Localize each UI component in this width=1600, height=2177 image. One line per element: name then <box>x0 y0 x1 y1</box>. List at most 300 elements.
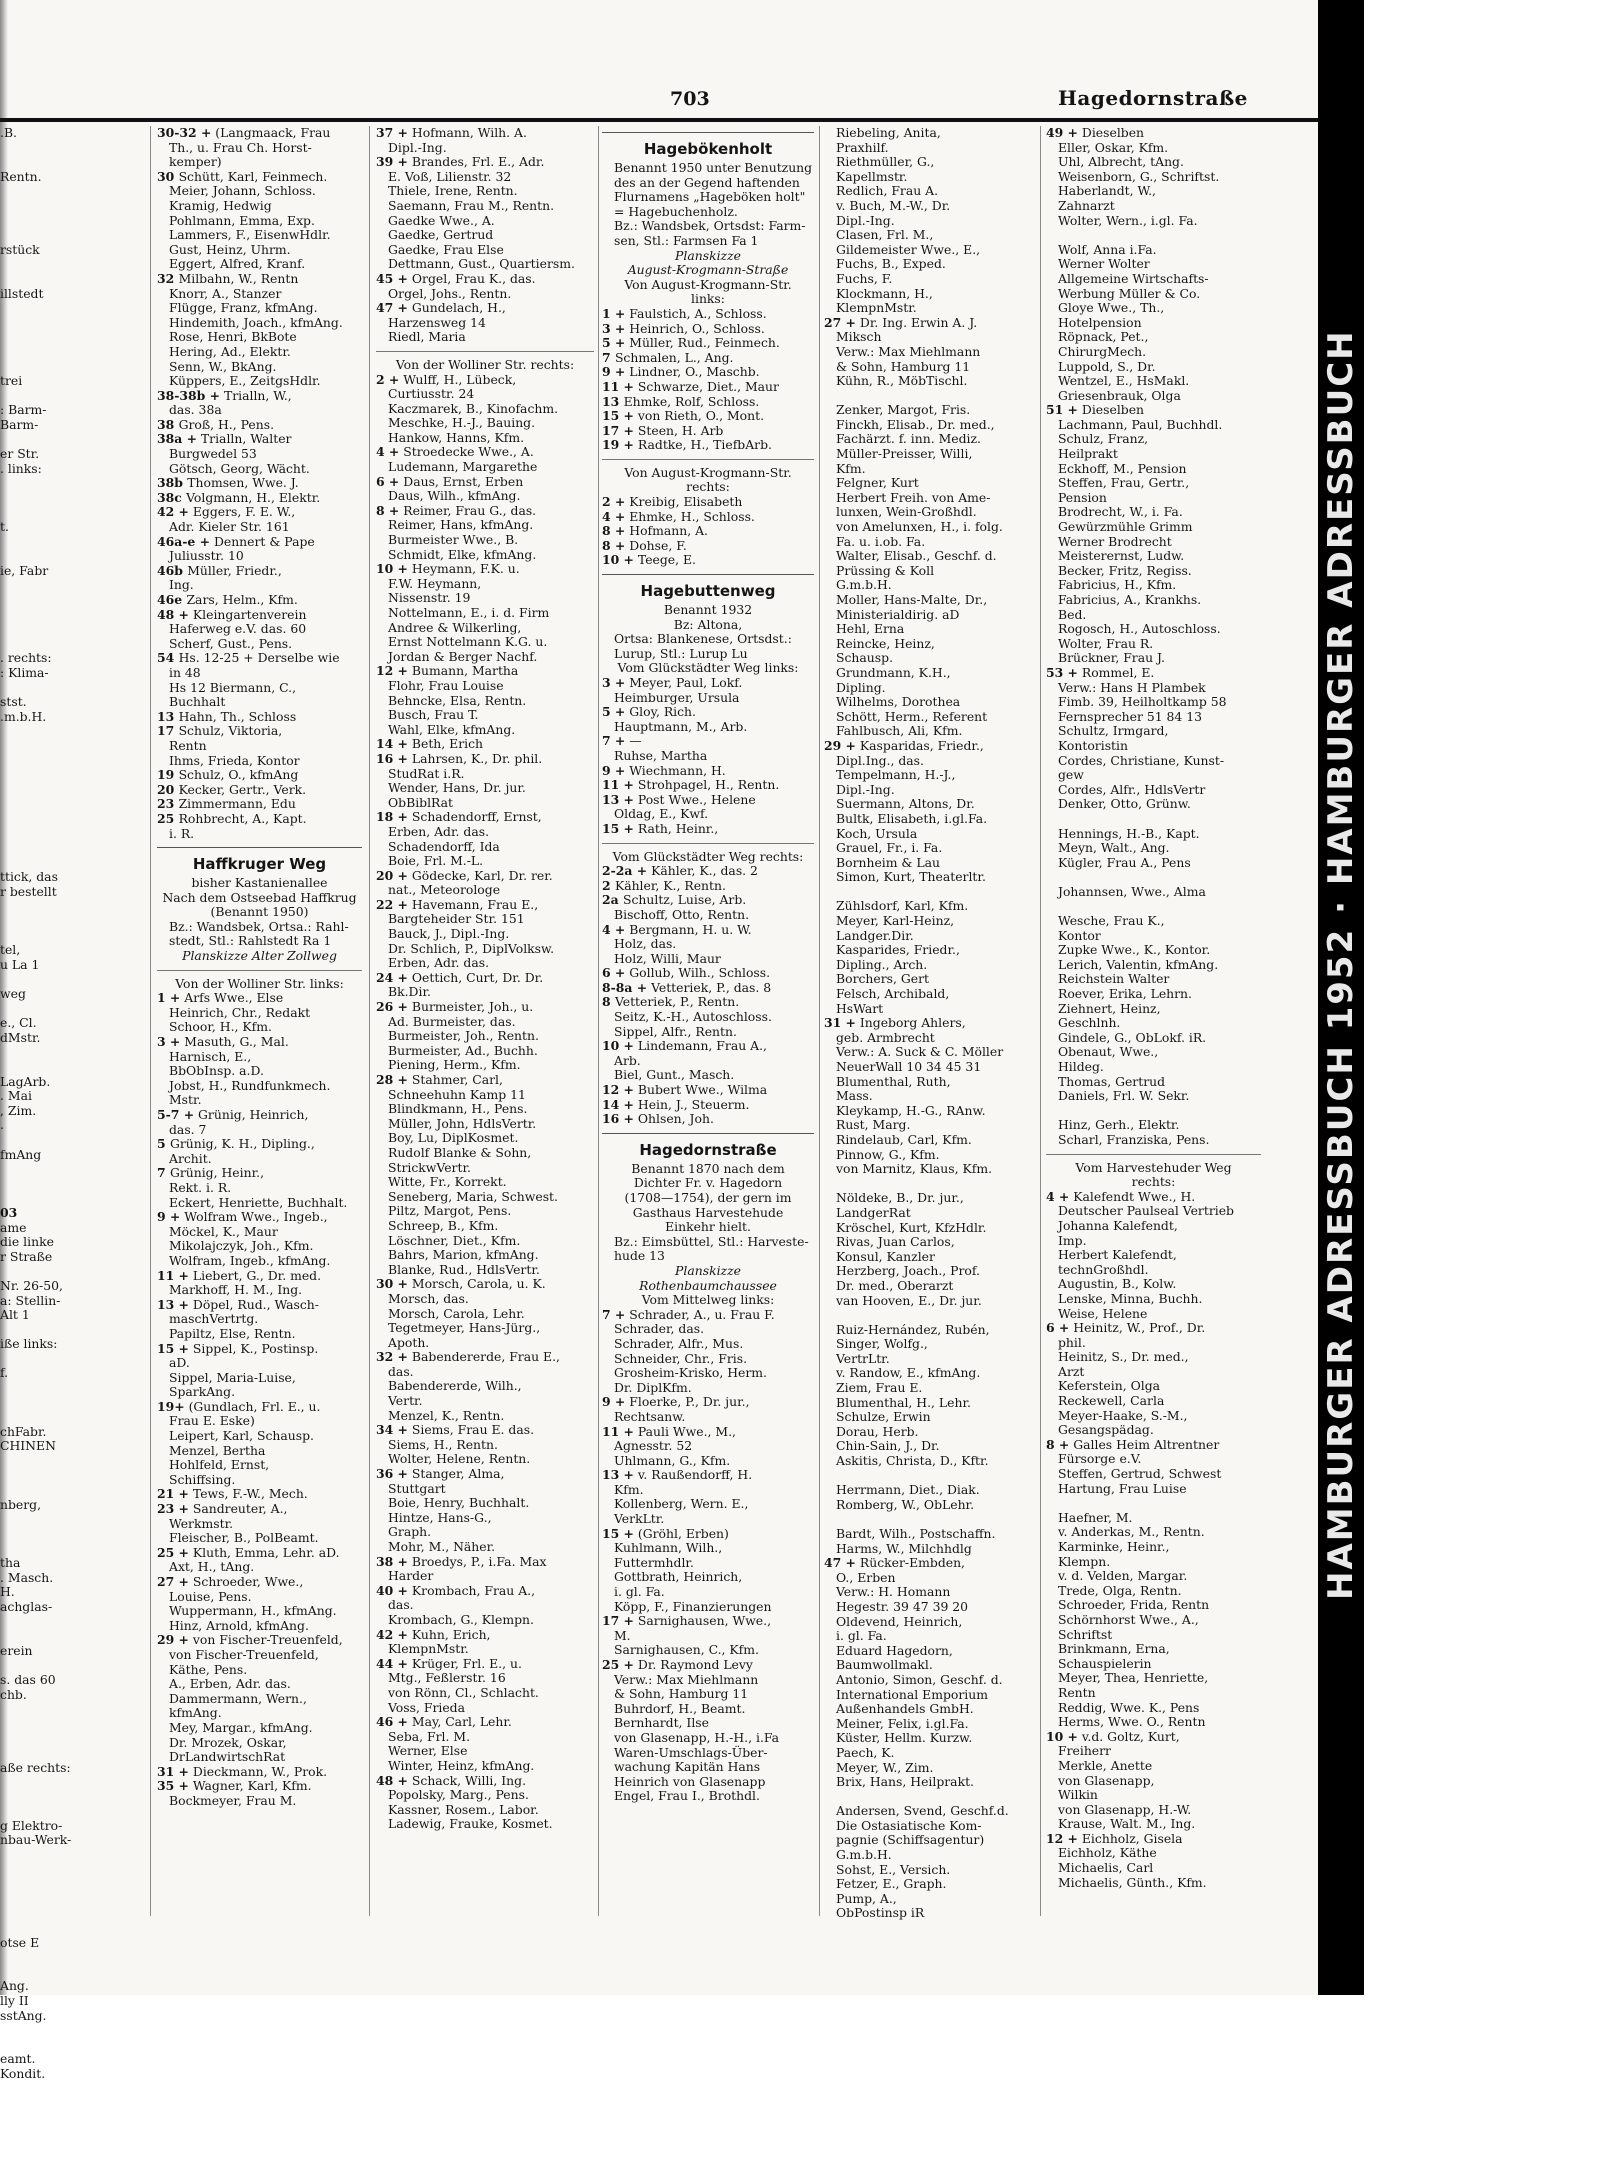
directory-entry: Felgner, Kurt <box>836 475 919 491</box>
house-number: 38b <box>157 475 188 491</box>
directory-entry: Blumenthal, Ruth, <box>836 1073 951 1089</box>
house-number: 35 + <box>157 1778 189 1794</box>
street-heading: Hagebuttenweg <box>602 574 814 601</box>
directory-entry: Herms, Wwe. O., Rentn <box>1058 1714 1206 1730</box>
directory-entry: Ernst Nottelmann K.G. u. <box>388 634 548 650</box>
directory-entry: Herrmann, Diet., Diak. <box>836 1482 980 1498</box>
directory-entry: StrickwVertr. <box>388 1159 471 1175</box>
section-note: Vom Mittelweg links: <box>641 1292 775 1308</box>
directory-entry: = Hagebuchenholz. <box>614 203 738 219</box>
section-note: Benannt 1870 nach dem <box>631 1160 785 1176</box>
directory-entry: G.m.b.H. <box>836 577 892 593</box>
house-number: 7 <box>157 1165 170 1181</box>
directory-entry: Zahnarzt <box>1058 197 1115 213</box>
directory-entry: Meyer-Haake, S.-M., <box>1058 1407 1188 1423</box>
directory-entry: Nöldeke, B., Dr. jur., <box>836 1190 964 1206</box>
directory-entry <box>0 199 148 214</box>
section-note: links: <box>691 291 725 307</box>
directory-entry: Burmeister Wwe., B. <box>388 532 519 548</box>
directory-entry: Hartung, Frau Luise <box>1058 1480 1187 1496</box>
directory-entry: StudRat i.R. <box>388 765 465 781</box>
directory-entry: Allgemeine Wirtschafts- <box>1058 270 1209 286</box>
directory-entry <box>0 1731 148 1746</box>
directory-entry: g Elektro- <box>0 1817 63 1833</box>
directory-entry <box>0 1060 148 1075</box>
house-number: 2-2a + <box>602 863 648 879</box>
directory-entry: 37 + Hofmann, Wilh. A. <box>376 125 527 140</box>
section-note: rechts: <box>686 479 730 495</box>
directory-entry: Schoor, H., Kfm. <box>169 1019 272 1035</box>
directory-entry <box>0 505 148 520</box>
directory-entry: Müller, John, HdlsVertr. <box>388 1115 537 1131</box>
section-note: Vom Harvestehuder Weg <box>1075 1159 1232 1175</box>
directory-entry <box>0 1950 148 1965</box>
directory-entry <box>1046 812 1261 827</box>
directory-entry: Wolter, Wern., i.gl. Fa. <box>1058 212 1198 228</box>
directory-entry: lly II <box>0 1993 29 2008</box>
directory-entry: 10 + v.d. Goltz, Kurt, <box>1046 1728 1180 1744</box>
directory-entry <box>0 1045 148 1060</box>
directory-entry: Lerich, Valentin, kfmAng. <box>1058 956 1219 972</box>
directory-entry: maschVertrtg. <box>169 1311 259 1327</box>
directory-entry <box>0 1717 148 1732</box>
directory-entry: 7 + — <box>602 733 642 749</box>
house-number: 38a + <box>157 431 197 447</box>
directory-entry: Ruiz-Hernández, Rubén, <box>836 1321 990 1337</box>
house-number: 6 + <box>602 965 626 981</box>
directory-entry: Meier, Johann, Schloss. <box>169 183 316 199</box>
directory-entry: Wuppermann, H., kfmAng. <box>169 1603 337 1619</box>
house-number: 44 + <box>376 1655 408 1671</box>
house-number: 25 <box>157 810 179 826</box>
directory-entry: Schreep, B., Kfm. <box>388 1217 499 1233</box>
directory-entry <box>824 1177 1032 1192</box>
directory-entry: Fahlbusch, Ali, Kfm. <box>836 723 963 739</box>
house-number: 10 + <box>1046 1728 1078 1744</box>
section-note: (1708—1754), der gern im <box>624 1190 792 1205</box>
directory-entry: Verw.: Max Miehlmann <box>836 343 981 359</box>
directory-entry: Verw.: Max Miehlmann <box>614 1671 759 1687</box>
directory-entry: Wolfram, Ingeb., kfmAng. <box>169 1252 331 1268</box>
directory-entry: 46e Zars, Helm., Kfm. <box>157 592 298 607</box>
directory-entry: Gaedke, Frau Else <box>388 241 504 257</box>
directory-entry: Möckel, K., Maur <box>169 1223 278 1239</box>
directory-entry: hude 13 <box>614 1248 665 1264</box>
directory-entry: Johanna Kalefendt, <box>1058 1217 1178 1233</box>
directory-entry: Erben, Adr. das. <box>388 823 490 839</box>
directory-entry: Obenaut, Wwe., <box>1058 1044 1159 1060</box>
directory-entry: gew <box>1058 767 1084 783</box>
directory-entry: Erben, Adr. das. <box>388 955 490 971</box>
section-note: Von der Wolliner Str. rechts: <box>395 356 575 372</box>
directory-entry: Deutscher Paulseal Vertrieb <box>1058 1203 1234 1219</box>
directory-entry: chb. <box>0 1686 27 1702</box>
directory-entry: nbau-Werk- <box>0 1832 72 1848</box>
directory-entry <box>0 1629 148 1644</box>
directory-entry: Trede, Olga, Rentn. <box>1058 1582 1182 1598</box>
directory-entry: 4 + Stroedecke Wwe., A. <box>376 444 534 460</box>
street-heading: Hagedornstraße <box>602 1133 814 1160</box>
directory-entry: Bk.Dir. <box>388 984 431 1000</box>
directory-entry: Ladewig, Frauke, Kosmet. <box>388 1816 553 1832</box>
house-number: 30 <box>157 168 179 184</box>
directory-entry <box>0 724 148 739</box>
directory-entry <box>0 899 148 914</box>
house-number: 20 <box>157 781 179 797</box>
directory-entry: 11 + Strohpagel, H., Rentn. <box>602 777 780 793</box>
section-note: rechts: <box>1131 1174 1176 1190</box>
directory-entry: 12 + Eichholz, Gisela <box>1046 1830 1183 1846</box>
directory-entry: Praxhilf. <box>836 139 889 155</box>
directory-column-4 <box>824 126 1032 1921</box>
directory-entry: 9 + Wolfram Wwe., Ingeb., <box>157 1209 328 1225</box>
directory-entry <box>0 637 148 652</box>
directory-entry <box>0 1702 148 1717</box>
section-note: Von August-Krogmann-Str. <box>624 276 792 292</box>
spine-text: HAMBURGER ADRESSBUCH 1952 · HAMBURGER ADRESSBUCH <box>1321 329 1361 1600</box>
directory-entry: Gildemeister Wwe., E., <box>836 241 981 257</box>
directory-entry: a: Stellin- <box>0 1292 61 1308</box>
directory-entry: Bultk, Elisabeth, i.gl.Fa. <box>836 810 988 826</box>
directory-entry: F.W. Heymann, <box>388 575 482 591</box>
directory-entry: 8 Vetteriek, P., Rentn. <box>602 994 740 1010</box>
directory-entry: Thomas, Gertrud <box>1058 1073 1166 1089</box>
directory-entry <box>0 1381 148 1396</box>
directory-entry: Schauspielerin <box>1058 1655 1152 1671</box>
directory-entry: Romberg, W., ObLehr. <box>836 1496 975 1512</box>
directory-entry: Kfm. <box>836 460 866 476</box>
directory-entry: Haferweg e.V. das. 60 <box>169 621 307 637</box>
house-number: 46a-e + <box>157 533 210 549</box>
directory-entry: 15 + (Gröhl, Erben) <box>602 1525 729 1541</box>
section-note: Von der Wolliner Str. links: <box>175 975 344 991</box>
directory-entry: H. <box>0 1584 15 1600</box>
directory-entry: Sohst, E., Versich. <box>836 1861 951 1877</box>
house-number: 38c <box>157 489 187 505</box>
directory-entry: Brinkmann, Erna, <box>1058 1641 1170 1657</box>
directory-entry: Dipl.-Ing. <box>836 212 895 228</box>
directory-entry: Futtermhdlr. <box>614 1554 694 1570</box>
directory-entry: ObBiblRat <box>388 794 454 810</box>
house-number: 48 + <box>376 1772 408 1788</box>
directory-entry: Bischoff, Otto, Rentn. <box>614 906 750 922</box>
directory-entry: 14 + Beth, Erich <box>376 736 484 752</box>
house-number: 46e <box>157 592 187 607</box>
section-note: Nach dem Ostseebad Haffkrug <box>162 889 357 905</box>
directory-entry: 13 Hahn, Th., Schloss <box>157 708 297 724</box>
house-number: 22 + <box>376 896 408 912</box>
directory-entry: Grauel, Fr., i. Fa. <box>836 840 943 856</box>
house-number: 46b <box>157 562 188 578</box>
directory-entry: 19 + Radtke, H., TiefbArb. <box>602 437 772 453</box>
directory-entry <box>0 330 148 345</box>
directory-entry: 7 + Schrader, A., u. Frau F. <box>602 1306 775 1322</box>
house-number: 1 + <box>602 305 626 321</box>
directory-entry: trei <box>0 373 23 389</box>
directory-entry <box>0 1615 148 1630</box>
directory-entry: Fuchs, F. <box>836 270 893 286</box>
directory-entry: Luppold, S., Dr. <box>1058 358 1156 374</box>
directory-entry: 42 + Eggers, F. E. W., <box>157 504 296 520</box>
directory-entry <box>0 856 148 871</box>
directory-entry: Pohlmann, Emma, Exp. <box>169 212 315 228</box>
directory-entry: Gindele, G., ObLokf. iR. <box>1058 1029 1207 1045</box>
house-number: 25 + <box>157 1544 189 1560</box>
directory-entry <box>0 1848 148 1863</box>
house-number: 15 + <box>602 408 634 424</box>
directory-entry: Piltz, Margot, Pens. <box>388 1203 512 1219</box>
directory-entry: v. Buch, M.-W., Dr. <box>836 197 951 213</box>
directory-entry: 11 + Schwarze, Diet., Maur <box>602 378 779 394</box>
house-number: 48 + <box>157 606 189 622</box>
house-number: 47 + <box>376 300 408 316</box>
directory-entry: lunxen, Wein-Großhdl. <box>836 504 977 520</box>
directory-entry: Papiltz, Else, Rentn. <box>169 1325 296 1341</box>
directory-entry: Hindemith, Joach., kfmAng. <box>169 314 343 330</box>
directory-entry: LandgerRat <box>836 1204 911 1220</box>
section-divider <box>157 970 362 971</box>
directory-entry: , Zim. <box>0 1102 37 1118</box>
directory-entry: 27 + Dr. Ing. Erwin A. J. <box>824 314 978 330</box>
directory-entry: Burmeister, Ad., Buchh. <box>388 1042 538 1058</box>
directory-entry: 9 + Wiechmann, H. <box>602 762 726 778</box>
street-heading: Haffkruger Weg <box>157 847 362 874</box>
directory-entry <box>0 1542 148 1557</box>
directory-entry: Jobst, H., Rundfunkmech. <box>169 1077 331 1093</box>
directory-entry: 39 + Brandes, Frl. E., Adr. <box>376 154 545 170</box>
section-note: Von August-Krogmann-Str. <box>624 464 792 480</box>
directory-entry: Wesche, Frau K., <box>1058 913 1165 929</box>
directory-entry <box>824 1308 1032 1323</box>
directory-entry: Orgel, Johs., Rentn. <box>388 285 512 301</box>
directory-entry: von Glasenapp, H.-W. <box>1058 1801 1192 1817</box>
directory-entry: 47 + Gundelach, H., <box>376 300 506 316</box>
house-number: 32 <box>157 270 179 286</box>
directory-entry: Bardt, Wilh., Postschaffn. <box>836 1526 996 1541</box>
directory-entry: stedt, Stl.: Rahlstedt Ra 1 <box>169 933 332 949</box>
directory-entry: Fimb. 39, Heilholtkamp 58 <box>1058 694 1227 710</box>
directory-entry: Dr. Schlich, P., DiplVolksw. <box>388 940 555 956</box>
directory-entry: Bahrs, Marion, kfmAng. <box>388 1247 539 1263</box>
directory-entry: Burmeister, Joh., Rentn. <box>388 1028 539 1044</box>
directory-entry: 48 + Kleingartenverein <box>157 606 307 622</box>
directory-entry: Ruhse, Martha <box>614 747 708 763</box>
directory-entry: Eckhoff, M., Pension <box>1058 460 1187 476</box>
directory-entry <box>0 797 148 812</box>
house-number: 9 + <box>602 1394 626 1410</box>
directory-entry: Meisterernst, Ludw. <box>1058 548 1185 564</box>
scan-margin <box>1364 0 1600 2177</box>
directory-entry: Bz.: Wandsbek, Ortsa.: Rahl- <box>169 918 349 934</box>
section-note: Gasthaus Harvestehude <box>632 1204 784 1220</box>
house-number: 11 + <box>157 1267 189 1283</box>
directory-entry: Singer, Wolfg., <box>836 1336 928 1352</box>
directory-entry <box>0 2023 148 2038</box>
directory-entry: Bockmeyer, Frau M. <box>169 1792 297 1808</box>
directory-entry: Weise, Helene <box>1058 1305 1148 1321</box>
directory-entry: 3 + Masuth, G., Mal. <box>157 1034 289 1050</box>
directory-entry <box>824 1469 1032 1484</box>
directory-entry: Mey, Margar., kfmAng. <box>169 1719 313 1735</box>
map-reference: August-Krogmann-Straße <box>627 262 789 278</box>
directory-entry: Merkle, Anette <box>1058 1757 1153 1773</box>
directory-entry: Bz.: Wandsbek, Ortsdst: Farm- <box>614 218 806 234</box>
house-number: 24 + <box>376 969 408 985</box>
directory-entry: Nissenstr. 19 <box>388 590 471 606</box>
directory-entry: Busch, Frau T. <box>388 707 479 723</box>
directory-entry <box>0 1454 148 1469</box>
directory-entry: Reimer, Hans, kfmAng. <box>388 517 534 533</box>
directory-entry: i. R. <box>169 825 195 841</box>
directory-entry: 11 + Pauli Wwe., M., <box>602 1423 736 1439</box>
directory-entry: Kügler, Frau A., Pens <box>1058 854 1191 870</box>
directory-entry: u La 1 <box>0 956 40 972</box>
directory-entry: Stuttgart <box>388 1480 446 1496</box>
directory-entry: Kfm. <box>614 1481 644 1497</box>
directory-entry: Curtiusstr. 24 <box>388 386 475 402</box>
directory-entry: Axt, H., tAng. <box>169 1559 255 1575</box>
directory-entry: 8 + Dohse, F. <box>602 537 687 553</box>
directory-entry: sen, Stl.: Farmsen Fa 1 <box>614 232 759 248</box>
directory-entry <box>0 1133 148 1148</box>
directory-entry: 7 Schmalen, L., Ang. <box>602 349 734 365</box>
directory-entry: Haefner, M. <box>1058 1509 1133 1525</box>
directory-entry: Fabricius, A., Krankhs. <box>1058 592 1202 607</box>
directory-entry: Fleischer, B., PolBeamt. <box>169 1530 319 1546</box>
directory-entry: Hildeg. <box>1058 1059 1104 1074</box>
directory-entry: KlempnMstr. <box>388 1641 469 1657</box>
directory-entry: Gottbrath, Heinrich, <box>614 1569 743 1585</box>
directory-entry: Fuchs, B., Exped. <box>836 256 946 272</box>
directory-entry: Cordes, Christiane, Kunst- <box>1058 752 1225 768</box>
directory-entry: Sippel, Maria-Luise, <box>169 1369 296 1385</box>
house-number: 23 <box>157 796 179 812</box>
house-number: 34 + <box>376 1422 408 1438</box>
directory-entry <box>0 681 148 696</box>
directory-entry: Sarnighausen, C., Kfm. <box>614 1642 759 1658</box>
directory-entry: 26 + Burmeister, Joh., u. <box>376 999 534 1015</box>
directory-entry: van Hooven, E., Dr. jur. <box>836 1292 982 1308</box>
directory-column-1 <box>157 126 362 1809</box>
directory-entry: Schrader, das. <box>614 1321 705 1337</box>
directory-entry <box>0 1921 148 1936</box>
house-number: 30 + <box>376 1276 408 1292</box>
house-number: 32 + <box>376 1349 408 1365</box>
directory-entry: Verw.: H. Homann <box>836 1584 951 1600</box>
directory-entry: Kontor <box>1058 927 1101 943</box>
directory-entry: Heinitz, S., Dr. med., <box>1058 1349 1189 1365</box>
directory-entry: Prüssing & Koll <box>836 562 935 578</box>
house-number: 7 <box>602 349 615 365</box>
directory-entry: phil. <box>1058 1334 1086 1350</box>
directory-entry: 8 + Hofmann, A. <box>602 523 708 539</box>
directory-entry: v. d. Velden, Margar. <box>1058 1568 1188 1584</box>
directory-entry <box>0 1906 148 1921</box>
directory-entry: Piening, Herm., Kfm. <box>388 1057 521 1073</box>
directory-entry: Nottelmann, E., i. d. Firm <box>388 605 550 620</box>
directory-entry: Michaelis, Günth., Kfm. <box>1058 1874 1207 1890</box>
directory-entry: KlempnMstr. <box>836 300 917 316</box>
directory-entry <box>0 1206 148 1221</box>
directory-entry <box>0 1002 148 1017</box>
directory-entry: Daus, Wilh., kfmAng. <box>388 488 521 504</box>
directory-entry <box>824 1790 1032 1805</box>
house-number: 3 + <box>602 320 626 336</box>
directory-entry: Brodrecht, W., i. Fa. <box>1058 504 1183 520</box>
directory-entry: Griesenbrauk, Olga <box>1058 387 1181 403</box>
house-number: 2 <box>602 877 615 893</box>
directory-entry: 4 + Kalefendt Wwe., H. <box>1046 1188 1196 1204</box>
column-divider <box>150 126 151 1916</box>
directory-entry: Fürsorge e.V. <box>1058 1451 1142 1467</box>
directory-entry: das. <box>388 1363 414 1379</box>
house-number: 11 + <box>602 777 634 793</box>
directory-entry: Arb. <box>614 1052 641 1068</box>
directory-entry <box>0 914 148 929</box>
directory-entry: Meyer, Karl-Heinz, <box>836 913 955 929</box>
directory-entry: Schmidt, Elke, kfmAng. <box>388 546 537 562</box>
directory-entry <box>1046 1496 1261 1511</box>
directory-entry <box>0 1775 148 1790</box>
directory-entry: : Barm- <box>0 402 47 418</box>
directory-entry: Werner Brodrecht <box>1058 533 1172 549</box>
directory-entry: Seitz, K.-H., Autoschloss. <box>614 1009 772 1025</box>
directory-entry: erein <box>0 1642 33 1658</box>
directory-entry: Holz, das. <box>614 936 677 952</box>
directory-entry: 48 + Schack, Willi, Ing. <box>376 1772 527 1788</box>
directory-entry: Schultz, Irmgard, <box>1058 723 1169 739</box>
directory-entry: Hintze, Hans-G., <box>388 1509 492 1525</box>
directory-entry: Uhl, Albrecht, tAng. <box>1058 154 1184 170</box>
directory-entry: illstedt <box>0 285 44 301</box>
directory-entry: 35 + Wagner, Karl, Kfm. <box>157 1778 312 1794</box>
directory-entry <box>0 214 148 229</box>
directory-entry: Eller, Oskar, Kfm. <box>1058 139 1169 155</box>
directory-entry: 1 + Faulstich, A., Schloss. <box>602 305 767 321</box>
directory-entry: Schött, Herm., Referent <box>836 708 988 724</box>
directory-entry: 15 + Sippel, K., Postinsp. <box>157 1340 319 1356</box>
directory-entry: Meiner, Felix, i.gl.Fa. <box>836 1715 969 1731</box>
directory-entry <box>0 1264 148 1279</box>
directory-entry: Behncke, Elsa, Rentn. <box>388 692 527 708</box>
directory-entry: Dr. Mrozek, Oskar, <box>169 1734 287 1750</box>
directory-entry <box>0 257 148 272</box>
directory-entry: Imp. <box>1058 1232 1087 1248</box>
directory-entry: Hankow, Hanns, Kfm. <box>388 429 525 445</box>
directory-entry: dMstr. <box>0 1029 41 1045</box>
directory-entry: Kuhlmann, Wilh., <box>614 1540 723 1556</box>
directory-entry <box>0 578 148 593</box>
section-note: (Benannt 1950) <box>210 904 309 920</box>
directory-entry: Wilkin <box>1058 1787 1098 1803</box>
directory-entry: iße links: <box>0 1336 58 1352</box>
directory-entry: 32 Milbahn, W., Rentn <box>157 270 299 286</box>
directory-entry: Ihms, Frieda, Kontor <box>169 752 300 768</box>
directory-entry: Harder <box>388 1568 434 1584</box>
directory-entry: Juliusstr. 10 <box>169 548 244 564</box>
directory-entry: Flohr, Frau Louise <box>388 677 504 693</box>
house-number: 13 <box>157 708 179 724</box>
directory-entry: Pension <box>1058 489 1107 505</box>
directory-entry <box>0 549 148 564</box>
directory-entry: Kontoristin <box>1058 737 1128 753</box>
directory-entry: Dipling. <box>836 679 886 695</box>
house-number: 36 + <box>376 1466 408 1482</box>
house-number: 03 <box>0 1204 18 1220</box>
column-divider <box>598 126 599 1916</box>
directory-entry: 15 + Rath, Heinr., <box>602 820 719 836</box>
directory-entry: Eckert, Henriette, Buchhalt. <box>169 1194 348 1210</box>
